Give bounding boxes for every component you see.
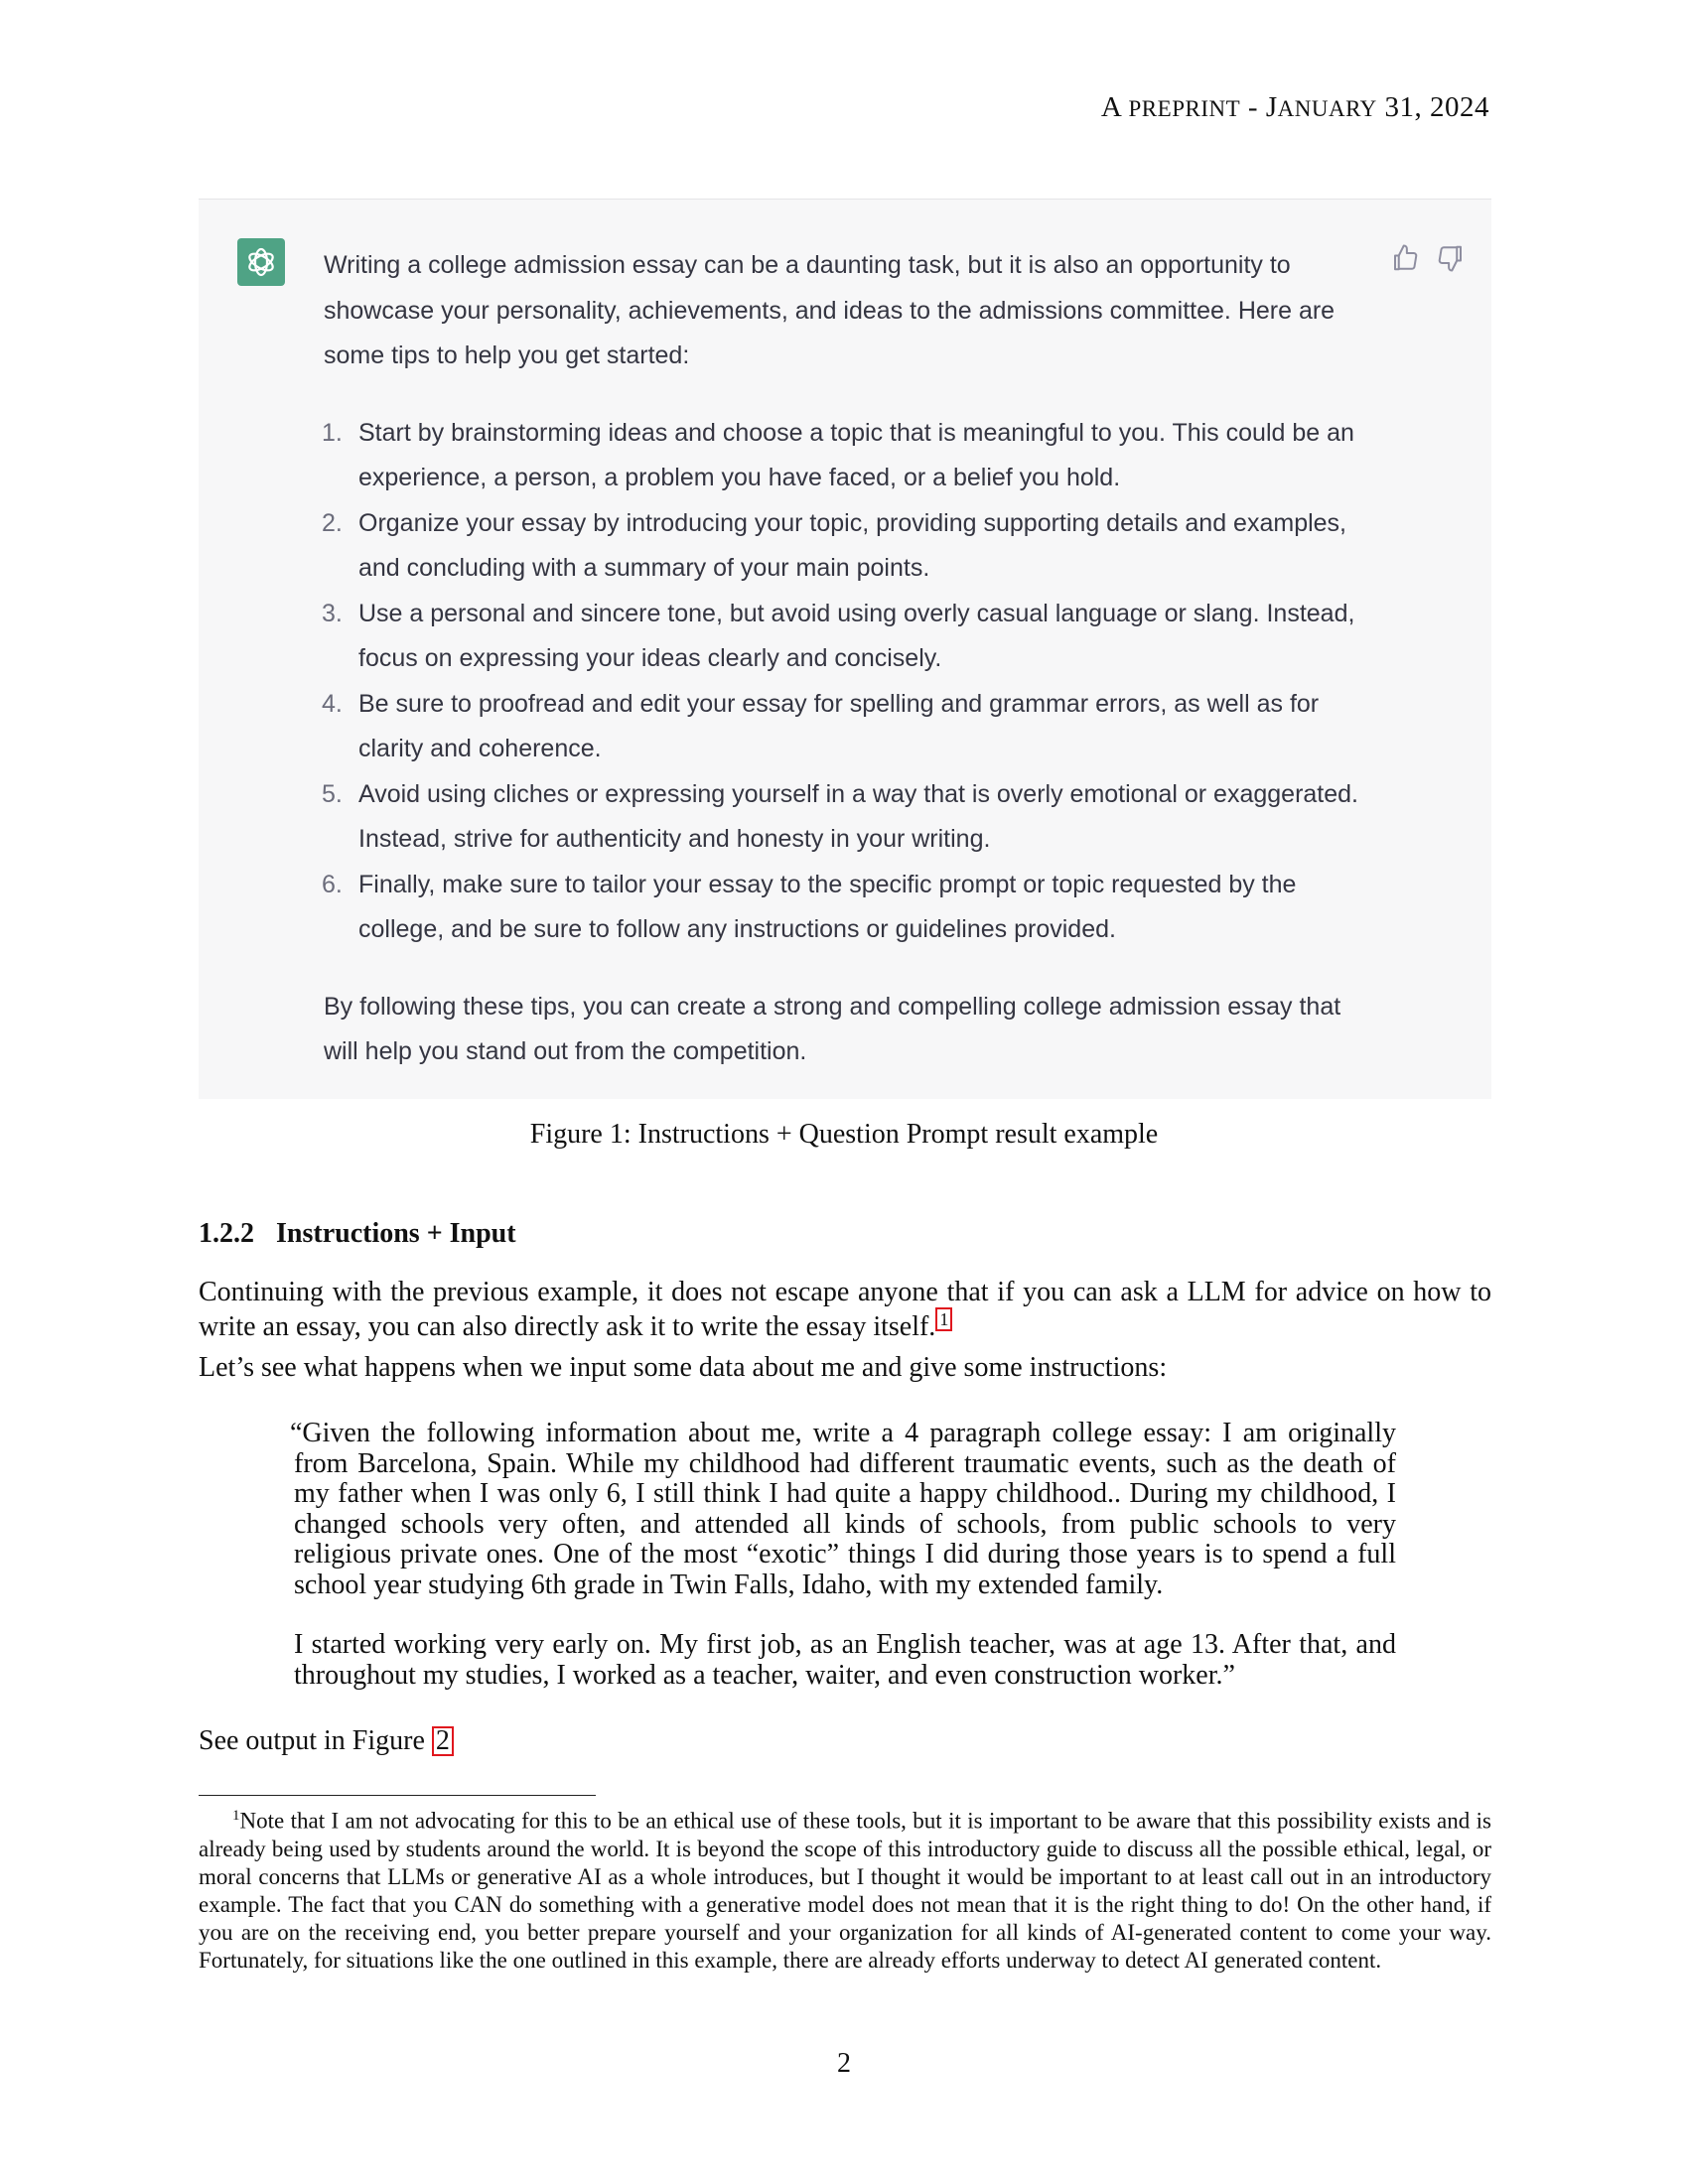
figure-ref-link[interactable]: 2 [432,1726,454,1756]
thumbs-down-icon[interactable] [1436,243,1466,273]
list-number: 1. [322,418,343,447]
figure-caption: Figure 1: Instructions + Question Prompt result example [529,1119,1159,1150]
list-item [324,592,1376,682]
chat-intro: Writing a college admission essay can be a daunting task, but it is also an opportunity to showcase your personality, achievements, and ideas to the admissions committee. Here are some tips to help you get started: [324,251,1336,369]
section-number: 1.2.2 [199,1218,254,1249]
footnote-divider [199,1795,596,1796]
body-paragraph-2: Let’s see what happens when we input some data about me and give some instructions: [199,1352,1168,1383]
openai-logo-icon [237,238,285,286]
running-head-day-year: 31, 2024 [1376,91,1489,123]
section-heading [199,1218,516,1250]
prompt-quote-paragraph-1: “Given the following information about me, write a 4 paragraph college essay: I am originally from Barcelona, Spain. While my childhood had different traumatic events, such as the death of my father when I was only 6, I still think I had quite a happy childhood.. During my childhood, I changed schools very often, and attended all kinds of schools, from public schools to very religious private ones. One of the most “exotic” things I did during those years is to spend a full school year studying 6th grade in Twin Falls, Idaho, with my extended family. [290,1418,1396,1600]
chat-closing: By following these tips, you can create a strong and compelling college admission essay that will help you stand out from the competition. [324,992,1341,1065]
page-number: 2 [837,2048,851,2079]
section-title: Instructions + Input [276,1218,516,1249]
running-head-separator: - [1240,91,1266,123]
chat-message-body [324,243,1376,1075]
prompt-quote-paragraph-2: I started working very early on. My first job, as an English teacher, was at age 13. After that, and throughout my studies, I worked as a teacher, waiter, and even construction worker.” [294,1629,1396,1691]
running-head-a: A [1100,91,1121,123]
feedback-buttons [1390,243,1466,273]
list-item-text: Avoid using cliches or expressing yourself in a way that is overly emotional or exaggerated. Instead, strive for authenticity and honesty in your writing. [358,779,1359,853]
list-item-text: Finally, make sure to tailor your essay to the specific prompt or topic requested by the college, and be sure to follow any instructions or guidelines provided. [358,870,1297,943]
list-item [324,863,1376,953]
footnote [199,1802,1491,1975]
openai-logo-glyph [244,245,278,279]
list-number: 5. [322,779,343,808]
tips-list [324,411,1376,953]
running-head-preprint: PREPRINT [1128,96,1241,121]
body-paragraph-1 [199,1277,1491,1342]
footnote-ref-link[interactable]: 1 [935,1307,952,1331]
paragraph-text: Continuing with the previous example, it does not escape anyone that if you can ask a LLM for advice on how to write an essay, you can also directly ask it to write the essay itself. [199,1277,1491,1342]
paragraph-text: See output in Figure [199,1725,425,1756]
list-number: 6. [322,870,343,898]
list-number: 3. [322,599,343,627]
body-paragraph-3 [199,1725,1491,1756]
list-item-text: Use a personal and sincere tone, but avoid using overly casual language or slang. Instead, focus on expressing your ideas clearly and concisely. [358,599,1355,672]
list-item [324,682,1376,772]
list-item [324,411,1376,501]
list-item-text: Organize your essay by introducing your topic, providing supporting details and examples, and concluding with a summary of your main points. [358,508,1346,582]
running-head [1101,91,1489,124]
list-item-text: Start by brainstorming ideas and choose a topic that is meaningful to you. This could be an experience, a person, a problem you have faced, or a belief you hold. [358,418,1354,491]
chatgpt-response-figure [199,199,1491,1099]
list-number: 2. [322,508,343,537]
list-number: 4. [322,689,343,718]
footnote-text: Note that I am not advocating for this to be an ethical use of these tools, but it is important to be aware that this possibility exists and is already being used by students around the world. It is beyond the scope of this introductory guide to discuss all the possible ethical, legal, or moral concerns that LLMs or generative AI as a whole introduces, but I thought it would be important to at least call out in an introductory example. The fact that you CAN do something with a generative model does not mean that it is the right thing to do! On the other hand, if you are on the receiving end, you better prepare yourself and your organization for all kinds of AI-generated content to come your way. Fortunately, for situations like the one outlined in this example, there are already efforts underway to detect AI generated content. [199,1808,1491,1973]
list-item [324,501,1376,592]
footnote-mark: 1 [232,1808,240,1824]
running-head-month: ANUARY [1277,96,1377,121]
list-item [324,772,1376,863]
running-head-j: J [1265,91,1278,123]
list-item-text: Be sure to proofread and edit your essay for spelling and grammar errors, as well as for clarity and coherence. [358,689,1320,762]
thumbs-up-icon[interactable] [1390,243,1420,273]
